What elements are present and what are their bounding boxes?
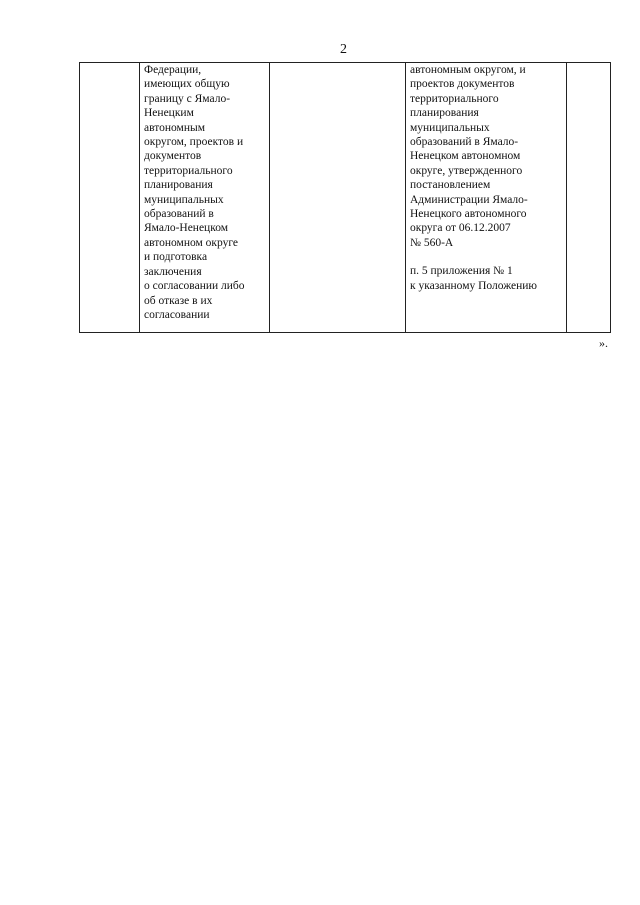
col2-line: Федерации,: [144, 64, 202, 76]
col2-line: документов: [144, 150, 202, 163]
col4-line: муниципальных: [410, 121, 490, 134]
table-cell-col3: [270, 63, 406, 333]
col4-line: Ненецком автономном: [410, 150, 521, 163]
col4-line: Администрации Ямало-: [410, 193, 528, 206]
col2-line: автономном округе: [144, 236, 239, 249]
table-cell-col5: [567, 63, 611, 333]
col2-line: согласовании: [144, 308, 210, 321]
col2-line: о согласовании либо: [144, 280, 245, 293]
table-row: [80, 63, 611, 333]
col4-line: проектов документов: [410, 78, 515, 91]
col4-line: автономным округом, и: [410, 64, 526, 76]
col4-line: к указанному Положению: [410, 279, 538, 292]
col2-line: муниципальных: [144, 193, 224, 206]
table-cell-col1: [80, 63, 140, 333]
table-cell-col2: [140, 63, 270, 333]
col4-line: № 560-А: [410, 236, 454, 249]
col2-line: Ненецким: [144, 107, 194, 120]
col4-line: образований в Ямало-: [410, 136, 519, 149]
col2-line: территориального: [144, 164, 233, 177]
col4-line: планирования: [410, 107, 479, 120]
table-cell-col4: [406, 63, 567, 333]
col2-line: образований в: [144, 208, 214, 221]
col4-line: постановлением: [410, 179, 491, 192]
closing-quote-mark: ».: [599, 336, 608, 350]
col2-line: границу с Ямало-: [144, 92, 231, 105]
col2-line: Ямало-Ненецком: [144, 222, 229, 235]
col4-line: Ненецкого автономного: [410, 208, 527, 221]
col2-line: заключения: [144, 265, 202, 278]
col4-line: территориального: [410, 92, 499, 105]
col4-line: округа от 06.12.2007: [410, 222, 511, 235]
col2-line: планирования: [144, 179, 213, 192]
col2-line: имеющих общую: [144, 78, 230, 91]
col2-line: и подготовка: [144, 251, 208, 264]
regulation-table: [79, 62, 611, 333]
paragraph-gap: [410, 250, 562, 264]
col2-line: округом, проектов и: [144, 136, 244, 149]
col2-line: автономным: [144, 121, 205, 134]
col4-line: п. 5 приложения № 1: [410, 265, 513, 278]
col4-line: округе, утвержденного: [410, 164, 523, 177]
page-number: 2: [340, 42, 347, 57]
col2-line: об отказе в их: [144, 294, 213, 307]
